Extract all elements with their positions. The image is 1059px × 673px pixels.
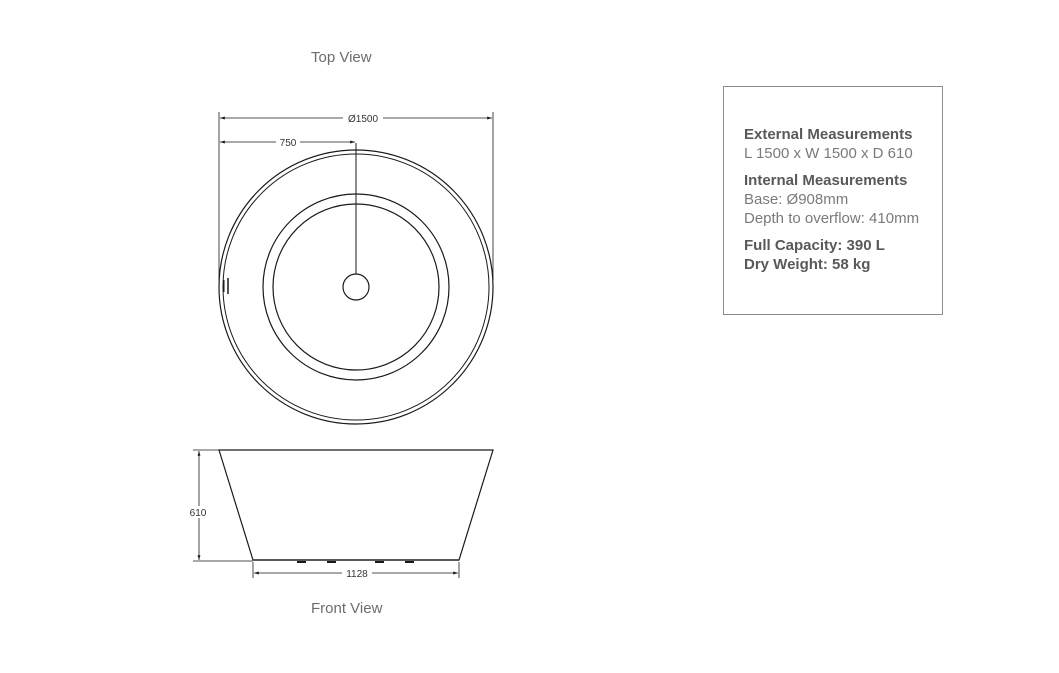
height-label: 610 xyxy=(189,508,207,519)
top-view-drawing xyxy=(219,112,493,424)
external-measurements xyxy=(744,125,942,163)
front-view-title: Front View xyxy=(311,600,383,617)
internal-depth: Depth to overflow: 410mm xyxy=(744,210,920,227)
specifications-box xyxy=(723,86,943,315)
internal-base: Base: Ø908mm xyxy=(744,191,849,208)
internal-heading: Internal Measurements xyxy=(744,172,908,189)
external-heading: External Measurements xyxy=(744,126,913,143)
top-view-title: Top View xyxy=(311,49,372,66)
drain-circle xyxy=(343,274,369,300)
capacity-weight xyxy=(744,236,942,274)
radius-label: 750 xyxy=(279,138,297,149)
diameter-label: Ø1500 xyxy=(347,114,379,125)
dry-weight: Dry Weight: 58 kg xyxy=(744,256,871,273)
internal-measurements xyxy=(744,171,942,228)
tub-profile xyxy=(219,450,493,560)
external-value: L 1500 x W 1500 x D 610 xyxy=(744,145,913,162)
front-view-drawing xyxy=(193,450,493,578)
base-width-label: 1128 xyxy=(346,569,368,580)
full-capacity: Full Capacity: 390 L xyxy=(744,237,885,254)
